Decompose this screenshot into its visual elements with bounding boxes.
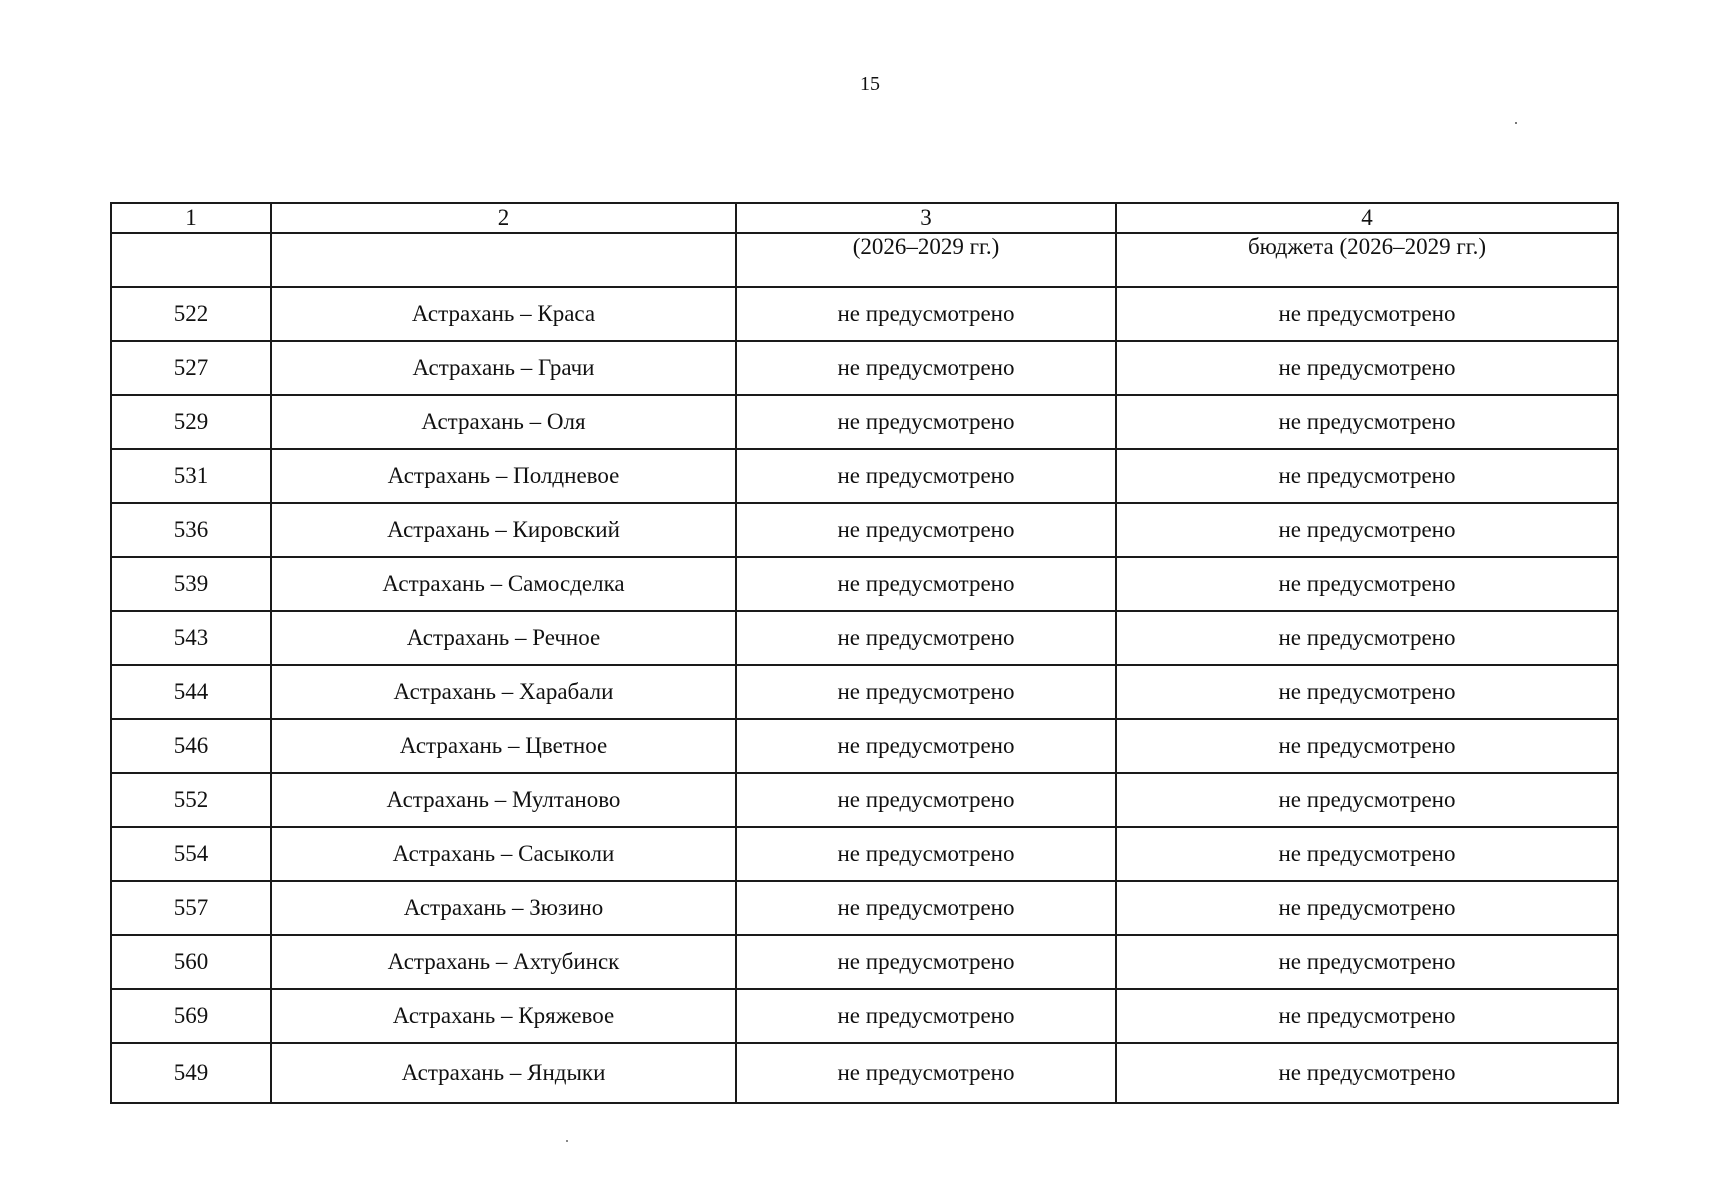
- row-number-cell: 552: [111, 773, 271, 827]
- table-row: [111, 989, 1618, 1043]
- column-4-cell: не предусмотрено: [1116, 881, 1618, 935]
- table-row: [111, 287, 1618, 341]
- row-number-cell: 569: [111, 989, 271, 1043]
- table-row: [111, 611, 1618, 665]
- table-row: [111, 773, 1618, 827]
- column-4-cell: не предусмотрено: [1116, 503, 1618, 557]
- scan-speck: [566, 1140, 568, 1142]
- table-row: [111, 449, 1618, 503]
- column-4-cell: не предусмотрено: [1116, 1043, 1618, 1103]
- routes-table: [110, 202, 1619, 1104]
- column-4-cell: не предусмотрено: [1116, 557, 1618, 611]
- route-name-cell: Астрахань – Краса: [271, 287, 736, 341]
- header-cell: [111, 233, 271, 287]
- column-4-cell: не предусмотрено: [1116, 719, 1618, 773]
- column-4-cell: не предусмотрено: [1116, 395, 1618, 449]
- row-number-cell: 544: [111, 665, 271, 719]
- column-3-cell: не предусмотрено: [736, 989, 1116, 1043]
- table-row: [111, 881, 1618, 935]
- table-row: [111, 557, 1618, 611]
- column-3-cell: не предусмотрено: [736, 827, 1116, 881]
- column-number-cell: 4: [1116, 203, 1618, 233]
- column-4-cell: не предусмотрено: [1116, 989, 1618, 1043]
- column-3-cell: не предусмотрено: [736, 719, 1116, 773]
- column-3-cell: не предусмотрено: [736, 287, 1116, 341]
- column-4-cell: не предусмотрено: [1116, 287, 1618, 341]
- column-3-cell: не предусмотрено: [736, 665, 1116, 719]
- route-name-cell: Астрахань – Речное: [271, 611, 736, 665]
- table-row: [111, 935, 1618, 989]
- route-name-cell: Астрахань – Ахтубинск: [271, 935, 736, 989]
- route-name-cell: Астрахань – Харабали: [271, 665, 736, 719]
- row-number-cell: 546: [111, 719, 271, 773]
- column-3-cell: не предусмотрено: [736, 773, 1116, 827]
- table-row: [111, 395, 1618, 449]
- column-3-cell: не предусмотрено: [736, 881, 1116, 935]
- route-name-cell: Астрахань – Зюзино: [271, 881, 736, 935]
- table-row: [111, 503, 1618, 557]
- column-4-cell: не предусмотрено: [1116, 773, 1618, 827]
- column-4-cell: не предусмотрено: [1116, 449, 1618, 503]
- column-number-cell: 2: [271, 203, 736, 233]
- route-name-cell: Астрахань – Яндыки: [271, 1043, 736, 1103]
- row-number-cell: 557: [111, 881, 271, 935]
- header-continuation-row: [111, 233, 1618, 287]
- routes-table-container: [110, 202, 1617, 1104]
- row-number-cell: 560: [111, 935, 271, 989]
- route-name-cell: Астрахань – Кировский: [271, 503, 736, 557]
- row-number-cell: 536: [111, 503, 271, 557]
- table-row: [111, 827, 1618, 881]
- page-number: 15: [860, 73, 880, 95]
- row-number-cell: 529: [111, 395, 271, 449]
- header-cell: [271, 233, 736, 287]
- table-row: [111, 665, 1618, 719]
- column-3-cell: не предусмотрено: [736, 611, 1116, 665]
- table-row: [111, 341, 1618, 395]
- column-4-cell: не предусмотрено: [1116, 611, 1618, 665]
- route-name-cell: Астрахань – Кряжевое: [271, 989, 736, 1043]
- route-name-cell: Астрахань – Мултаново: [271, 773, 736, 827]
- row-number-cell: 539: [111, 557, 271, 611]
- column-3-cell: не предусмотрено: [736, 1043, 1116, 1103]
- route-name-cell: Астрахань – Грачи: [271, 341, 736, 395]
- row-number-cell: 522: [111, 287, 271, 341]
- row-number-cell: 543: [111, 611, 271, 665]
- table-row: [111, 719, 1618, 773]
- column-3-cell: не предусмотрено: [736, 395, 1116, 449]
- route-name-cell: Астрахань – Самосделка: [271, 557, 736, 611]
- column-3-cell: не предусмотрено: [736, 449, 1116, 503]
- column-number-cell: 1: [111, 203, 271, 233]
- route-name-cell: Астрахань – Оля: [271, 395, 736, 449]
- column-4-cell: не предусмотрено: [1116, 827, 1618, 881]
- header-cell: (2026–2029 гг.): [736, 233, 1116, 287]
- column-4-cell: не предусмотрено: [1116, 665, 1618, 719]
- column-4-cell: не предусмотрено: [1116, 341, 1618, 395]
- column-number-cell: 3: [736, 203, 1116, 233]
- route-name-cell: Астрахань – Цветное: [271, 719, 736, 773]
- scan-speck: [1515, 122, 1517, 124]
- column-3-cell: не предусмотрено: [736, 341, 1116, 395]
- row-number-cell: 531: [111, 449, 271, 503]
- row-number-cell: 549: [111, 1043, 271, 1103]
- row-number-cell: 527: [111, 341, 271, 395]
- route-name-cell: Астрахань – Сасыколи: [271, 827, 736, 881]
- column-3-cell: не предусмотрено: [736, 557, 1116, 611]
- column-4-cell: не предусмотрено: [1116, 935, 1618, 989]
- table-row: [111, 1043, 1618, 1103]
- route-name-cell: Астрахань – Полдневое: [271, 449, 736, 503]
- header-cell: бюджета (2026–2029 гг.): [1116, 233, 1618, 287]
- row-number-cell: 554: [111, 827, 271, 881]
- column-3-cell: не предусмотрено: [736, 503, 1116, 557]
- column-3-cell: не предусмотрено: [736, 935, 1116, 989]
- column-number-row: [111, 203, 1618, 233]
